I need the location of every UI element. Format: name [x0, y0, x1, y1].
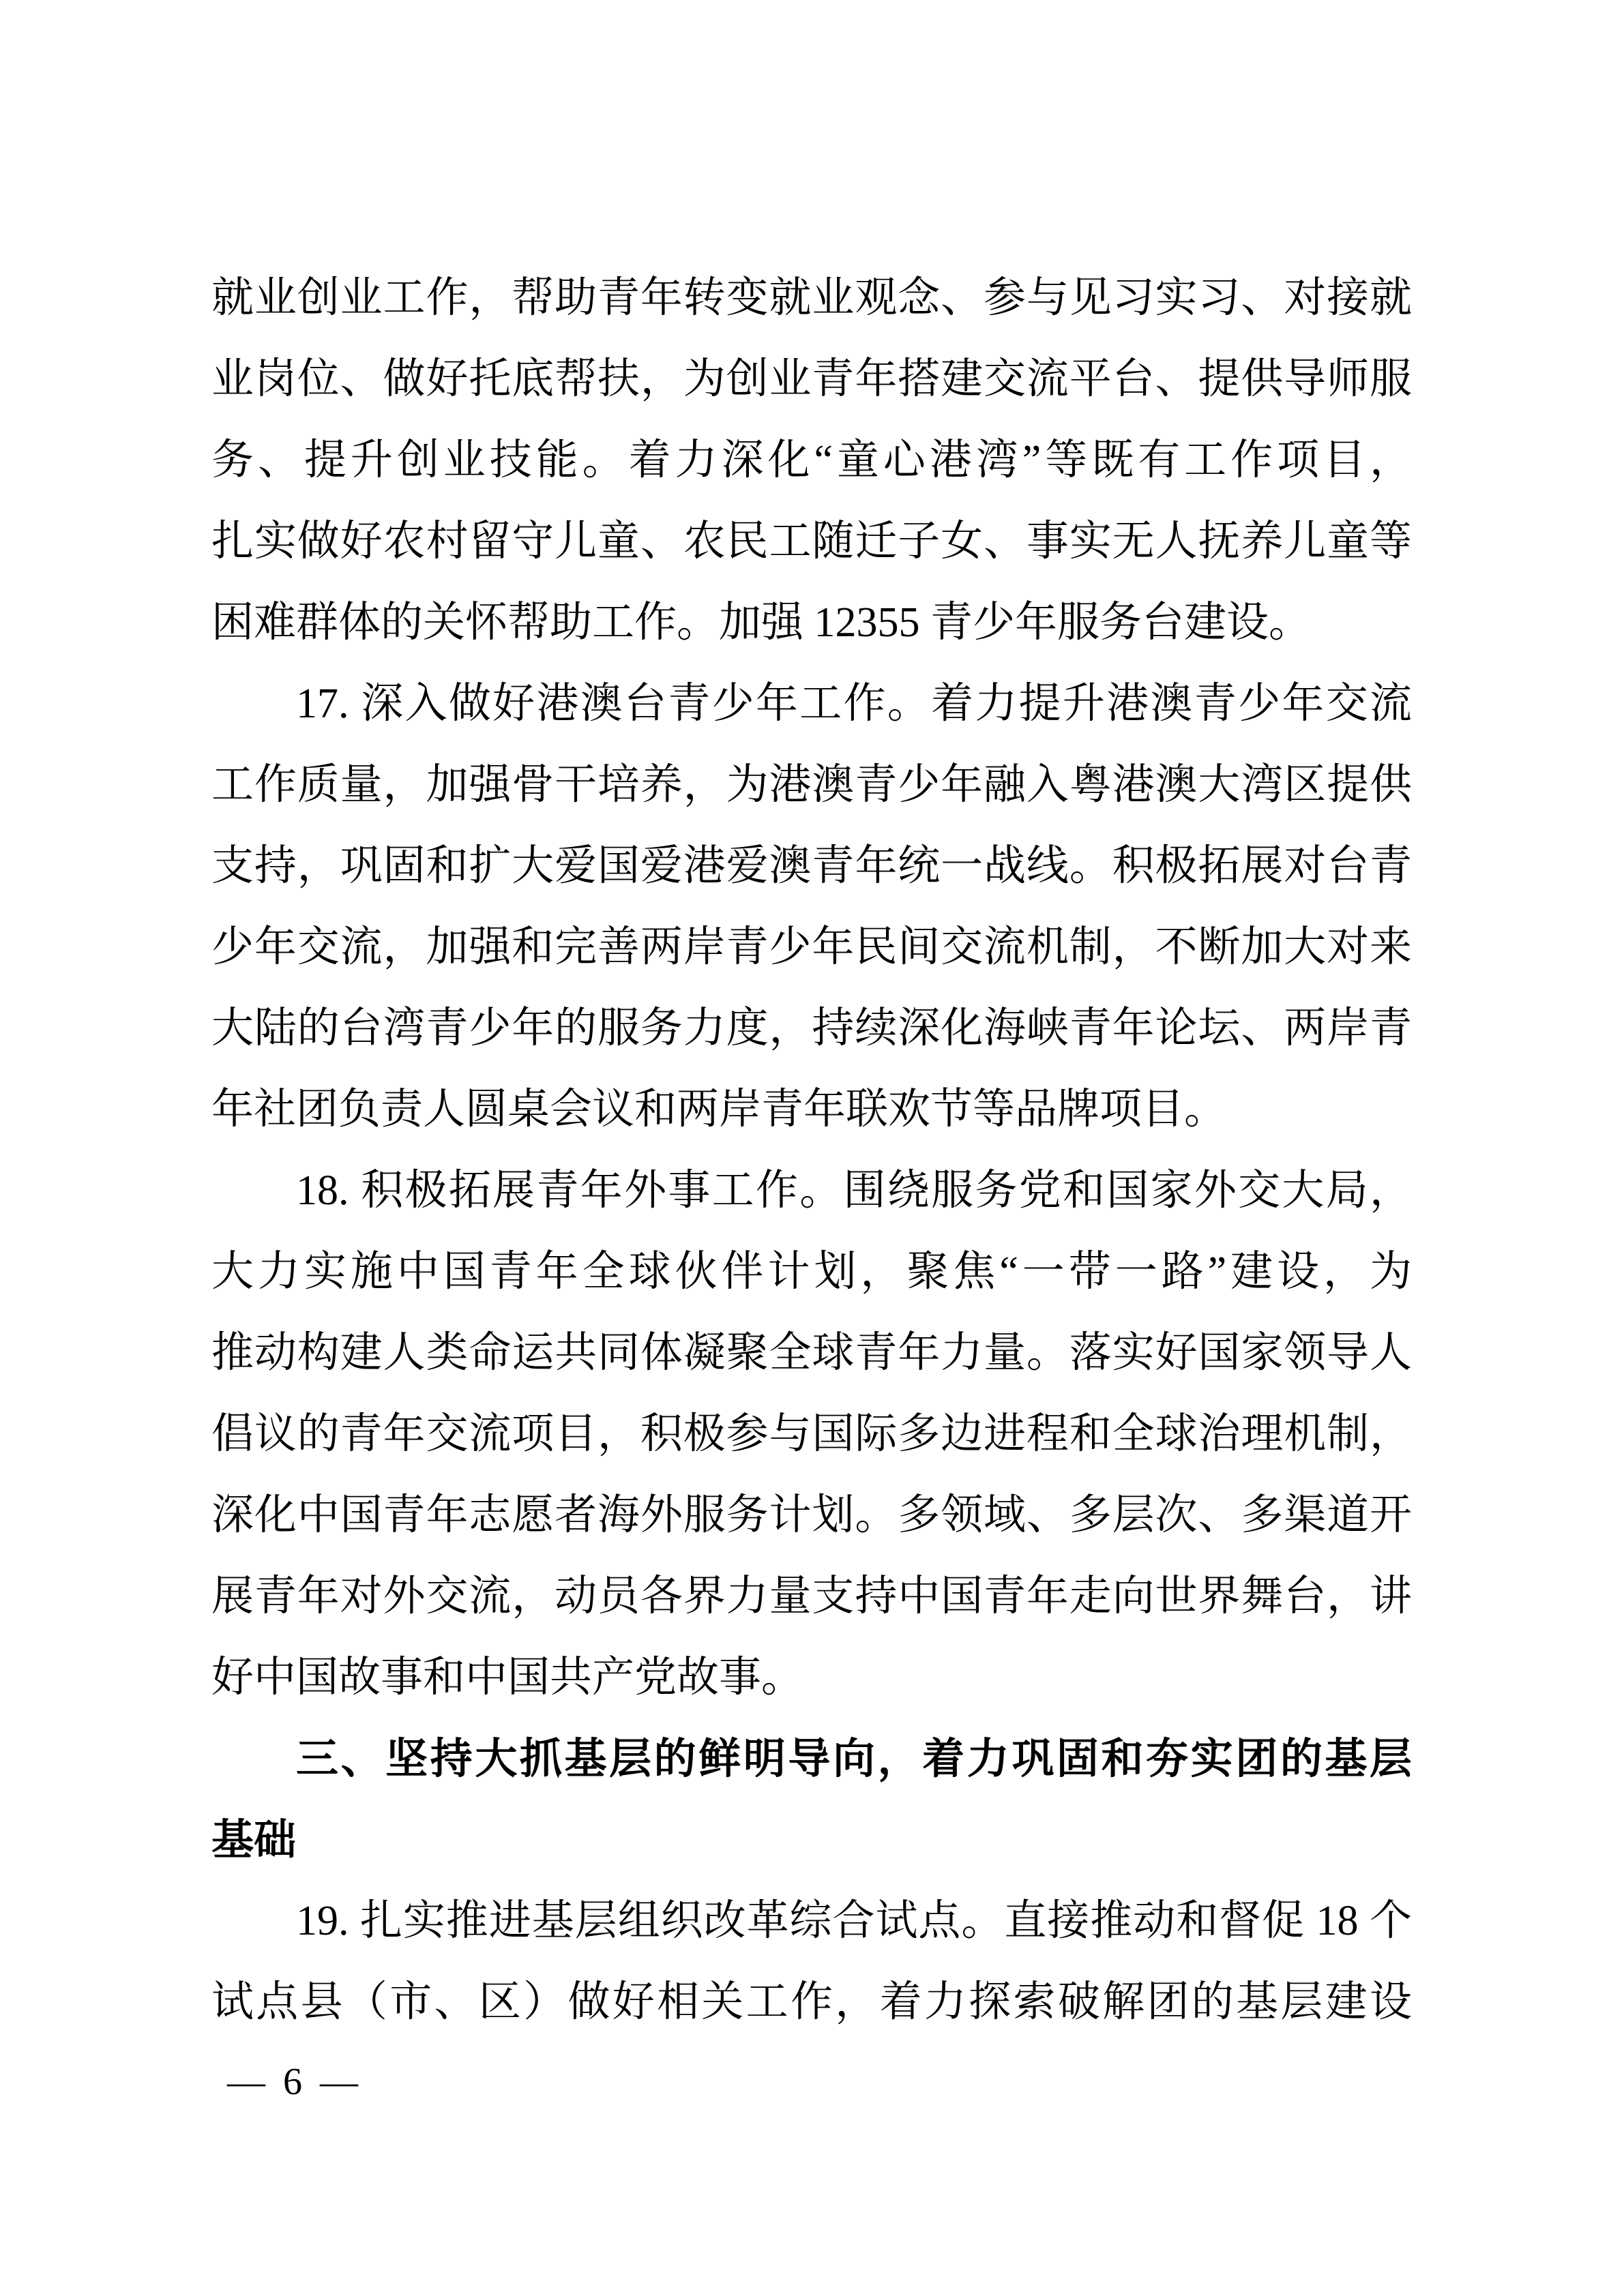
item-17-lead-line: 17. 深入做好港澳台青少年工作。着力提升港澳青少年交流: [296, 681, 1412, 727]
body-line: 推动构建人类命运共同体凝聚全球青年力量。落实好国家领导人: [211, 1330, 1412, 1376]
document-body: [211, 258, 1412, 2043]
section-3-heading: 基础: [211, 1817, 297, 1864]
body-line: 工作质量，加强骨干培养，为港澳青少年融入粤港澳大湾区提供: [211, 762, 1412, 808]
body-line: 试点县（市、区）做好相关工作，着力探索破解团的基层建设: [211, 1979, 1412, 2025]
item-19-lead-line: 19. 扎实推进基层组织改革综合试点。直接推动和督促 18 个: [296, 1898, 1412, 1944]
body-line: 扎实做好农村留守儿童、农民工随迁子女、事实无人抚养儿童等: [211, 518, 1412, 565]
body-line: 少年交流，加强和完善两岸青少年民间交流机制，不断加大对来: [211, 924, 1412, 970]
body-line: 业岗位、做好托底帮扶，为创业青年搭建交流平台、提供导师服: [211, 356, 1412, 402]
body-line: 大力实施中国青年全球伙伴计划，聚焦“一带一路”建设，为: [211, 1249, 1412, 1295]
item-18-lead-line: 18. 积极拓展青年外事工作。围绕服务党和国家外交大局，: [296, 1167, 1412, 1214]
body-line: 年社团负责人圆桌会议和两岸青年联欢节等品牌项目。: [211, 1086, 1227, 1133]
body-line: 困难群体的关怀帮助工作。加强 12355 青少年服务台建设。: [211, 599, 1312, 646]
body-line: 大陆的台湾青少年的服务力度，持续深化海峡青年论坛、两岸青: [211, 1005, 1412, 1052]
body-line: 倡议的青年交流项目，积极参与国际多边进程和全球治理机制，: [211, 1411, 1412, 1457]
body-line: 好中国故事和中国共产党故事。: [211, 1654, 804, 1701]
body-line: 就业创业工作，帮助青年转变就业观念、参与见习实习、对接就: [211, 275, 1412, 321]
body-line: 务、提升创业技能。着力深化“童心港湾”等既有工作项目，: [211, 437, 1412, 483]
section-3-heading: 三、坚持大抓基层的鲜明导向，着力巩固和夯实团的基层: [296, 1735, 1412, 1783]
body-line: 深化中国青年志愿者海外服务计划。多领域、多层次、多渠道开: [211, 1492, 1412, 1538]
body-line: 展青年对外交流，动员各界力量支持中国青年走向世界舞台，讲: [211, 1573, 1412, 1620]
page-number: — 6 —: [227, 2061, 362, 2103]
body-line: 支持，巩固和扩大爱国爱港爱澳青年统一战线。积极拓展对台青: [211, 843, 1412, 889]
